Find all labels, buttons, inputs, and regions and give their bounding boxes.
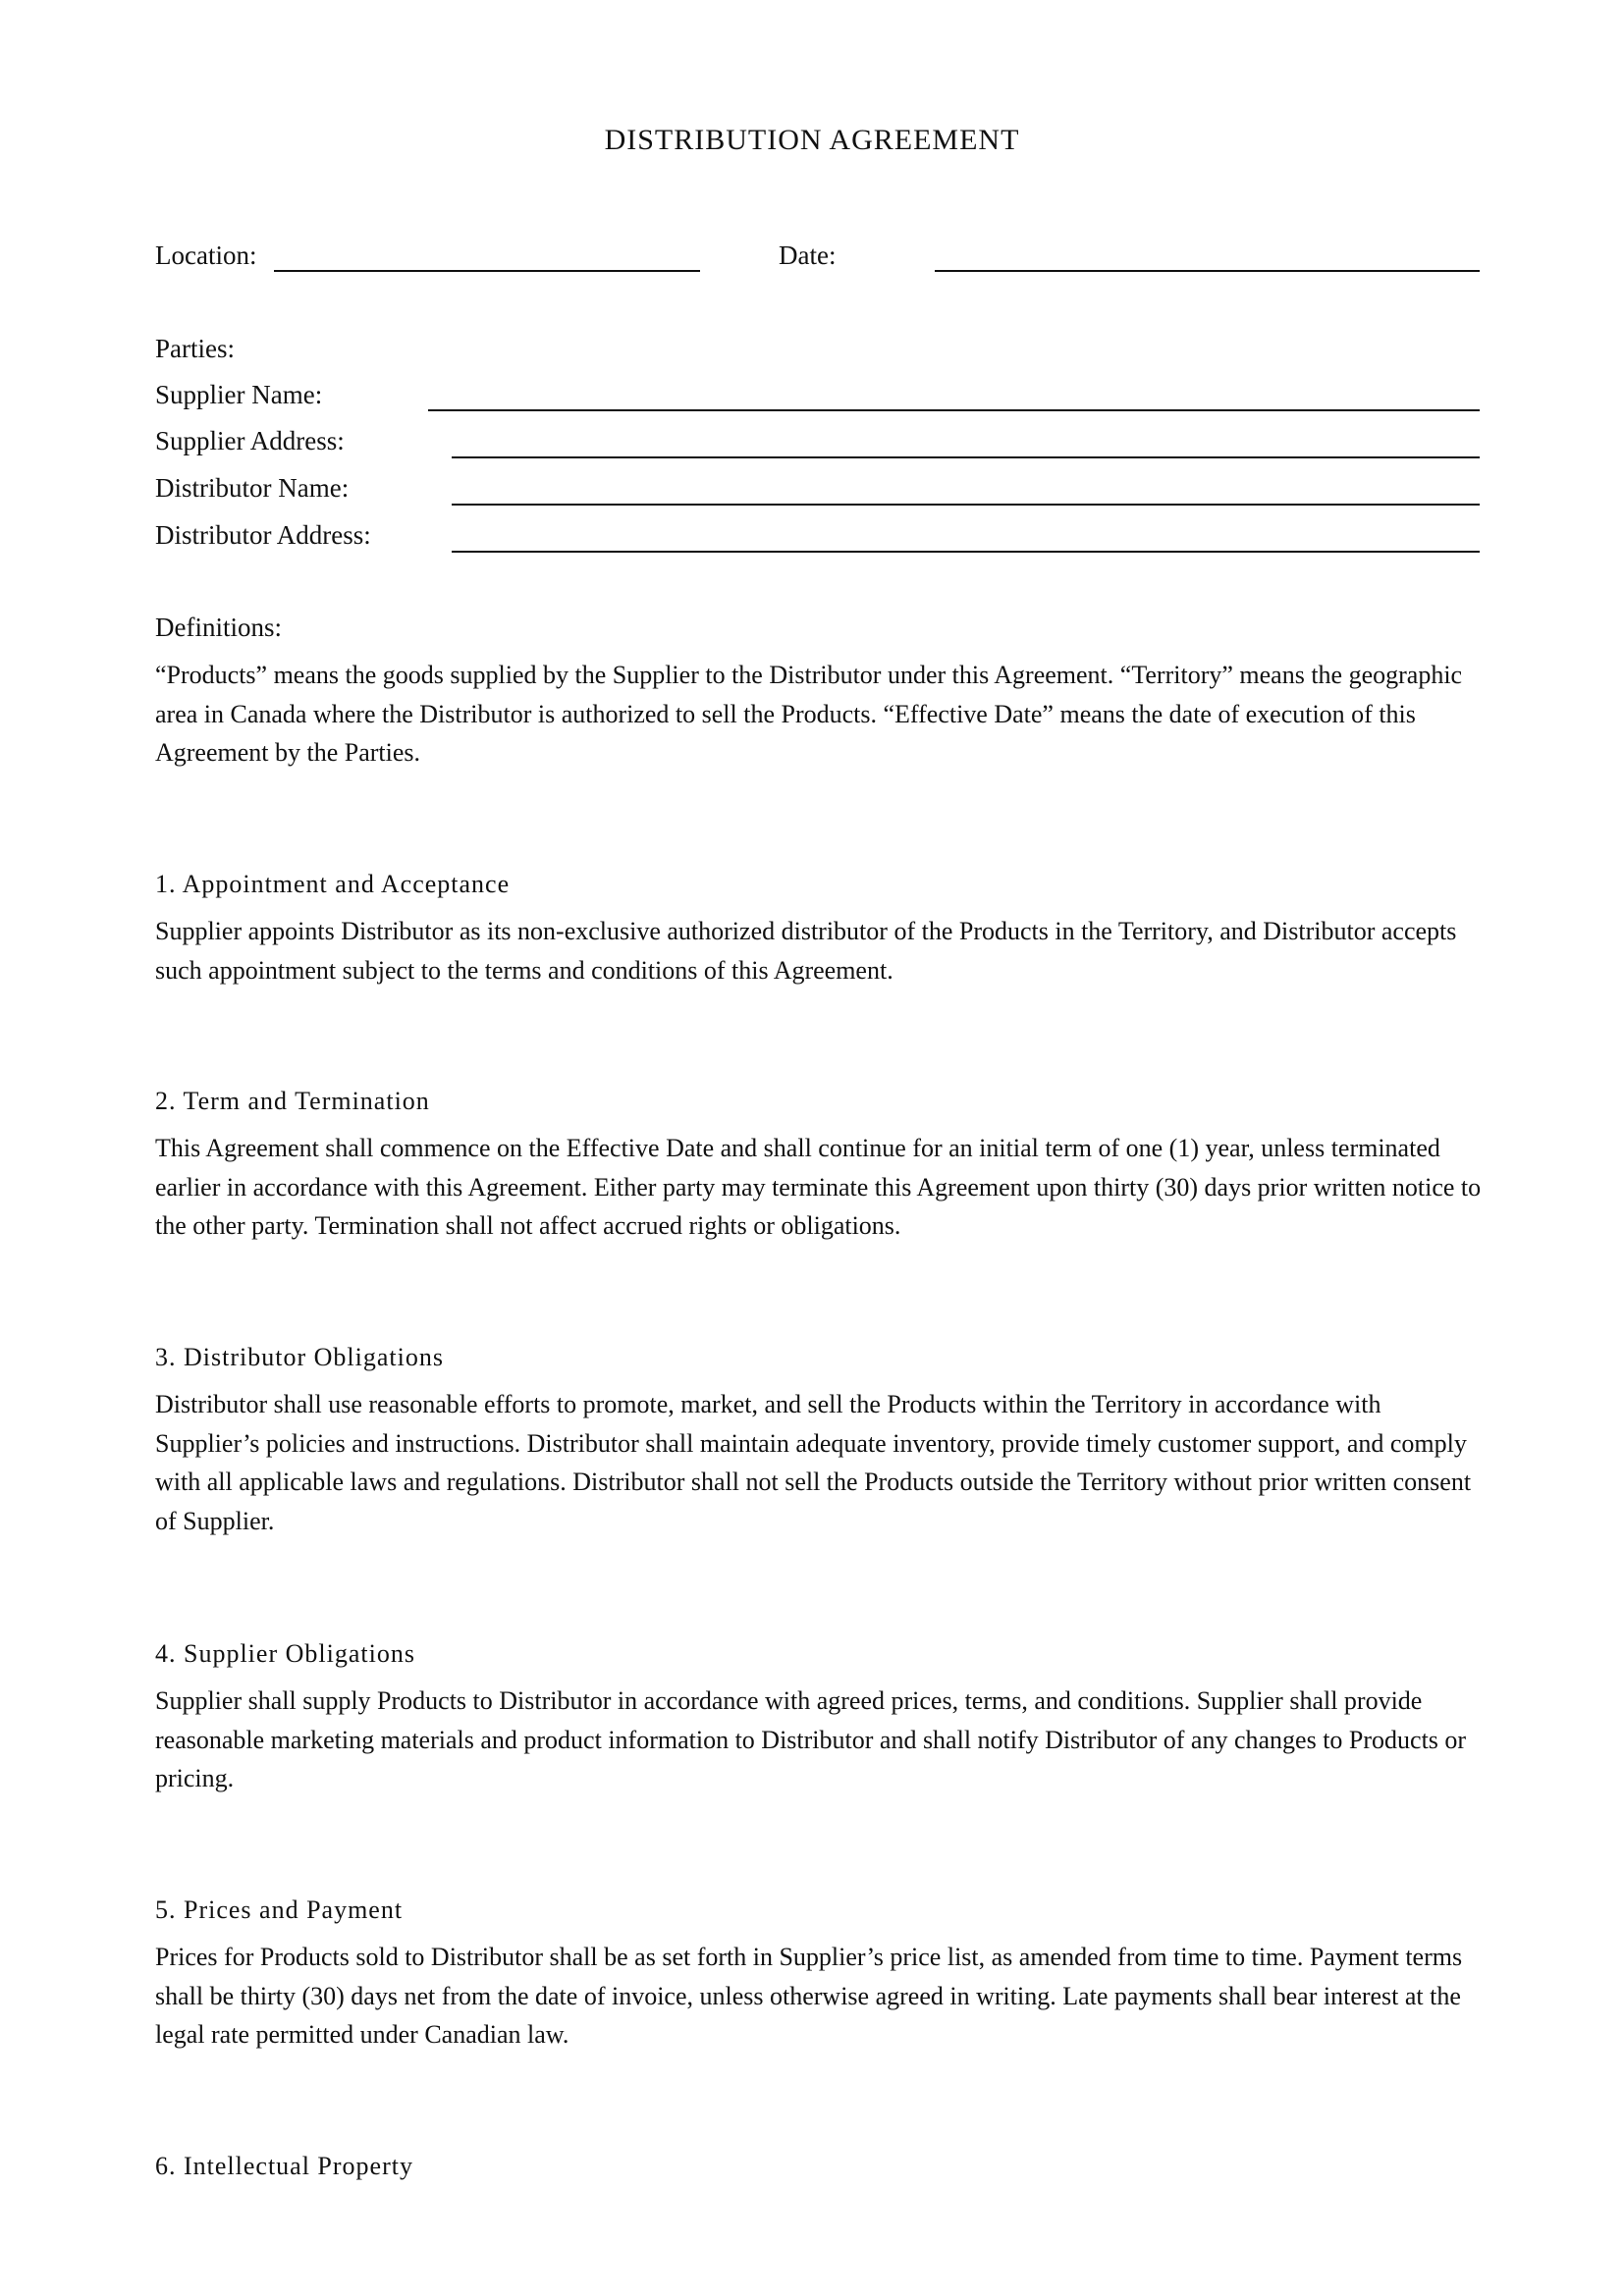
location-label: Location: — [155, 240, 257, 270]
section-2-text: This Agreement shall commence on the Effective Date and shall continue for an initial term of one (1) year, unless terminated earlier in accordance with this Agreement. Either party may terminate this Agreement upon thirty (30) days prior written notice to the other party. Termination shall not affect accrued rights or obligations. — [155, 1134, 1482, 1240]
section-1-heading: 1. Appointment and Acceptance — [155, 870, 511, 898]
section-3-heading: 3. Distributor Obligations — [155, 1343, 444, 1371]
definitions-heading: Definitions: — [155, 613, 282, 642]
distributor-address-blank-line[interactable] — [452, 551, 1480, 553]
location-blank-line[interactable] — [274, 270, 700, 272]
supplier-name-blank-line[interactable] — [428, 409, 1480, 411]
distributor-address-label: Distributor Address: — [155, 520, 371, 550]
supplier-address-blank-line[interactable] — [452, 456, 1480, 458]
section-6-heading: 6. Intellectual Property — [155, 2152, 413, 2180]
date-blank-line[interactable] — [935, 270, 1480, 272]
date-label: Date: — [779, 240, 837, 270]
section-3-text: Distributor shall use reasonable efforts to promote, market, and sell the Products within the Territory in accordance with Supplier’s policies and instructions. Distributor shall maintain adequate inventory, provide timely customer support, and comply with all applicable laws and regulations. Distributor shall not sell the Products outside the Territory without prior written consent of Supplier. — [155, 1390, 1472, 1535]
section-5-text: Prices for Products sold to Distributor shall be as set forth in Supplier’s price list, as amended from time to time. Payment terms shall be thirty (30) days net from the date of invoice, unless otherwise agreed in writing. Late payments shall bear interest at the legal rate permitted under Canadian law. — [155, 1943, 1463, 2049]
distributor-name-blank-line[interactable] — [452, 504, 1480, 506]
document-title: DISTRIBUTION AGREEMENT — [604, 124, 1020, 156]
section-4-heading: 4. Supplier Obligations — [155, 1639, 415, 1668]
definitions-text: “Products” means the goods supplied by the Supplier to the Distributor under this Agreement. “Territory” means the geographic area in Canada where the Distributor is authorized to sell the Products. “Effective Date” means the date of execution of this Agreement by the Parties. — [155, 661, 1463, 767]
supplier-name-label: Supplier Name: — [155, 380, 323, 409]
section-2-heading: 2. Term and Termination — [155, 1087, 430, 1115]
supplier-address-label: Supplier Address: — [155, 426, 345, 455]
distributor-name-label: Distributor Name: — [155, 473, 350, 503]
section-1-text: Supplier appoints Distributor as its non-exclusive authorized distributor of the Products in the Territory, and Distributor accepts such appointment subject to the terms and conditions of this Agreement. — [155, 917, 1457, 985]
parties-heading: Parties: — [155, 334, 235, 363]
section-4-text: Supplier shall supply Products to Distributor in accordance with agreed prices, terms, and conditions. Supplier shall provide reasonable marketing materials and product information to Distributor and shall notify Distributor of any changes to Products or pricing. — [155, 1686, 1467, 1792]
section-5-heading: 5. Prices and Payment — [155, 1896, 404, 1924]
